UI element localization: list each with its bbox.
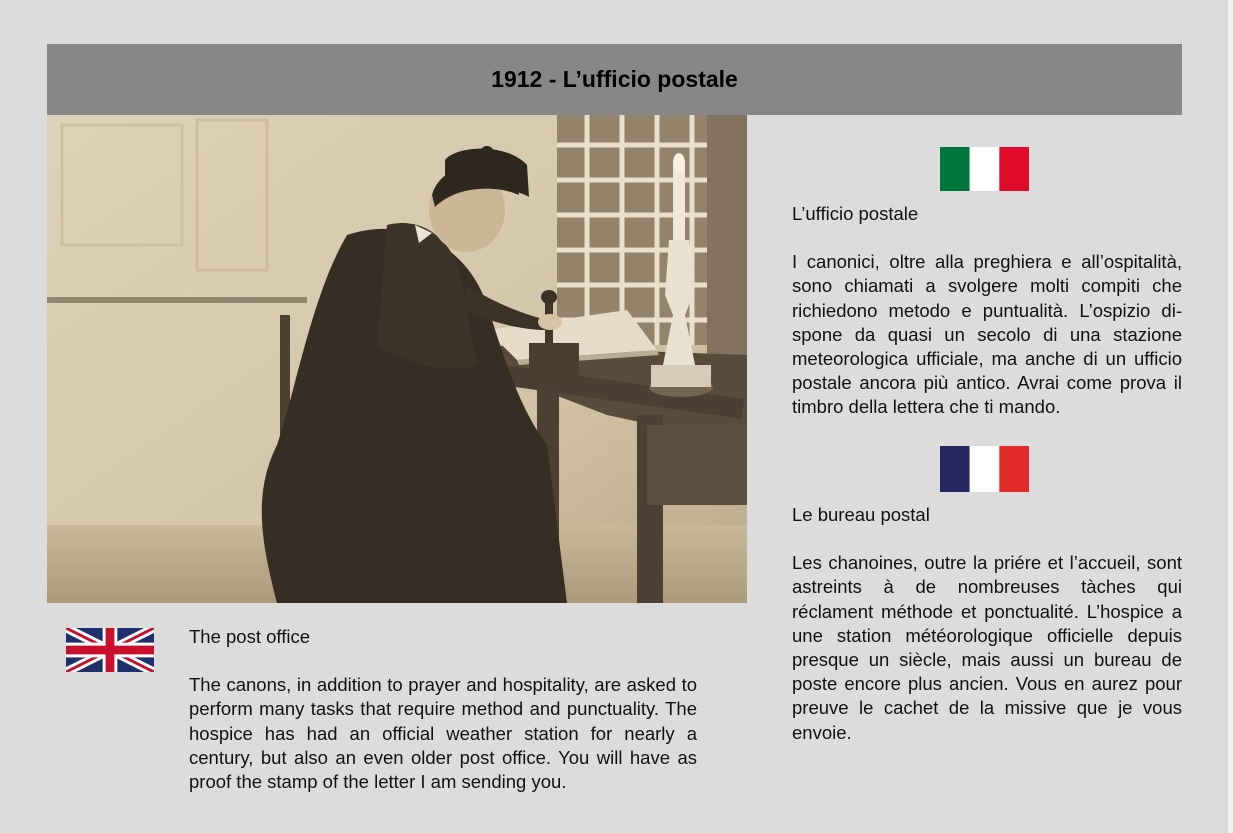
header-bar bbox=[47, 44, 1182, 115]
france-flag-icon bbox=[940, 446, 1029, 492]
italy-flag-icon bbox=[940, 147, 1029, 191]
italian-title: L’ufficio postale bbox=[792, 203, 919, 224]
french-title: Le bureau postal bbox=[792, 504, 930, 525]
french-body: Les chanoines, outre la priére et l’accueil, sont astreints à de nombreuses tàches qui réclament méthode et ponctualité. L’hospice a une station météorologique officielle depuis presque un siècle, mais aussi un bureau de poste encore plus ancien. Vous en aurez pour preuve le cachet de la missive que je vous envoie. bbox=[792, 552, 1182, 743]
uk-flag-icon bbox=[66, 628, 154, 672]
english-title: The post office bbox=[189, 626, 311, 647]
english-body: The canons, in addition to prayer and hospitality, are asked to perform many tasks that require method and punctuality. The hospice has had an official weather station for nearly a century, but also an even older post office. You will have as proof the stamp of the letter I am sending you. bbox=[189, 674, 697, 793]
page-title: 1912 - L’ufficio postale bbox=[491, 66, 738, 92]
italian-body: I canonici, oltre alla preghiera e all’ospitalità, sono chiamati a svolgere molti compiti che richiedono metodo e puntualità. L’ospizio dispone da quasi un secolo di una stazione meteorologica ufficiale, ma anche di un ufficio postale ancora più antico. Avrai come prova il timbro della lettera che ti mando. bbox=[792, 251, 1182, 418]
historical-photo bbox=[47, 115, 747, 603]
italian-section bbox=[792, 202, 1182, 420]
french-section bbox=[792, 503, 1182, 745]
english-section bbox=[189, 625, 697, 794]
page-edge bbox=[1228, 0, 1233, 833]
